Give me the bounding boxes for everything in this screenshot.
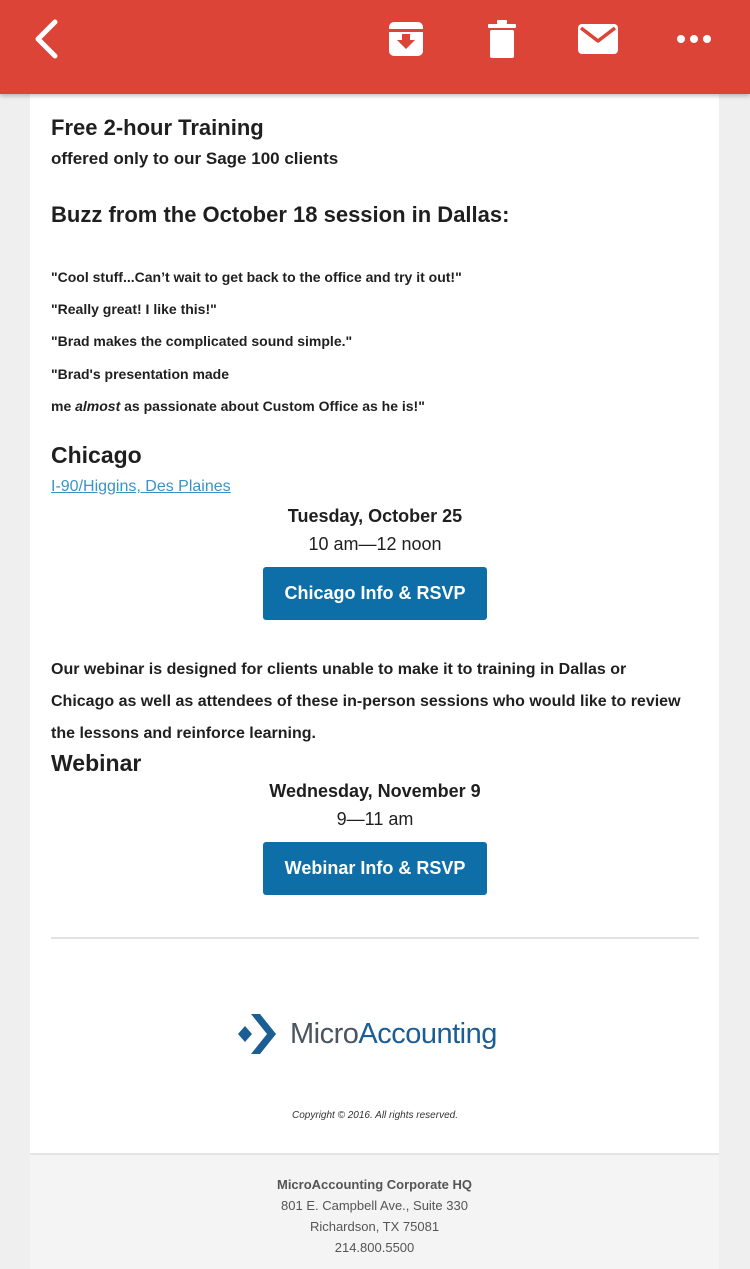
training-subheading: offered only to our Sage 100 clients xyxy=(51,149,339,168)
quote-5-end: as passionate about Custom Office as he is!" xyxy=(120,398,425,414)
quote-1: "Cool stuff...Can’t wait to get back to the office and try it out!" xyxy=(51,269,462,285)
webinar-paragraph: Our webinar is designed for clients unable to make it to training in Dallas or Chicago as well as attendees of these in-person sessions who would like to review the lessons and reinforce learning. xyxy=(51,661,681,742)
archive-icon xyxy=(387,20,425,58)
webinar-date: Wednesday, November 9 xyxy=(269,781,481,801)
chicago-date: Tuesday, October 25 xyxy=(287,506,463,526)
quote-3: "Brad makes the complicated sound simple." xyxy=(51,333,353,349)
mark-unread-button[interactable] xyxy=(574,17,622,61)
quote-4: "Brad's presentation made xyxy=(51,366,230,382)
trash-icon xyxy=(487,19,517,59)
archive-button[interactable] xyxy=(386,17,426,61)
back-button[interactable] xyxy=(26,17,66,61)
delete-button[interactable] xyxy=(482,17,522,61)
chicago-heading: Chicago xyxy=(51,442,142,468)
microaccounting-logo xyxy=(238,1012,497,1056)
quote-5-start: me xyxy=(51,398,76,414)
quote-5 xyxy=(51,398,425,414)
logo-text-accounting: Accounting xyxy=(358,1017,497,1050)
webinar-rsvp-button[interactable]: Webinar Info & RSVP xyxy=(263,842,487,895)
webinar-time: 9—11 am xyxy=(336,809,414,829)
training-heading: Free 2-hour Training xyxy=(51,115,264,140)
chevron-left-icon xyxy=(31,19,61,59)
copyright-text: Copyright © 2016. All rights reserved. xyxy=(292,1110,458,1121)
logo-wordmark xyxy=(290,1018,497,1051)
email-body xyxy=(30,94,719,1267)
envelope-icon xyxy=(577,23,619,55)
footer-address-2: Richardson, TX 75081 xyxy=(309,1219,440,1234)
more-horizontal-icon xyxy=(676,34,712,44)
footer-phone: 214.800.5500 xyxy=(334,1240,415,1255)
logo-mark-icon xyxy=(238,1012,278,1056)
chicago-rsvp-button[interactable]: Chicago Info & RSVP xyxy=(263,567,487,620)
divider xyxy=(51,937,699,939)
quote-5-emphasis: almost xyxy=(75,398,121,414)
chicago-time: 10 am—12 noon xyxy=(308,534,442,554)
more-button[interactable] xyxy=(672,17,716,61)
footer-company: MicroAccounting Corporate HQ xyxy=(276,1177,472,1192)
logo-text-micro: Micro xyxy=(290,1017,359,1050)
footer-address-1: 801 E. Campbell Ave., Suite 330 xyxy=(281,1198,468,1213)
quote-2: "Really great! I like this!" xyxy=(51,301,217,317)
chicago-location-link[interactable]: I-90/Higgins, Des Plaines xyxy=(51,478,231,495)
footer xyxy=(30,1153,719,1269)
webinar-heading: Webinar xyxy=(51,750,142,776)
toolbar xyxy=(0,0,750,94)
buzz-heading: Buzz from the October 18 session in Dallas: xyxy=(51,202,510,227)
